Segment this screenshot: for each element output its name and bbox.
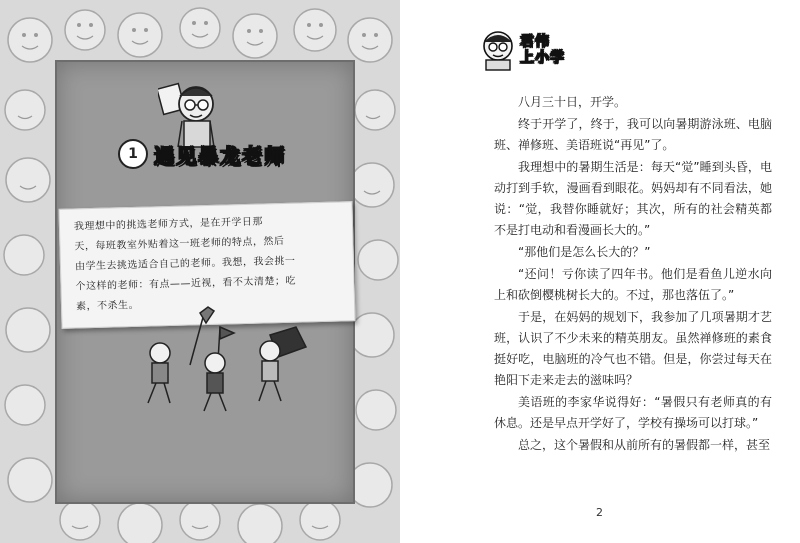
logo-text — [520, 34, 565, 66]
note-line: 由学生去挑选适合自己的老师。我想，我会挑一 — [74, 255, 296, 273]
paragraph: 八月三十日，开学。 — [518, 95, 627, 109]
boy-face-icon — [478, 28, 518, 72]
note-line: 个这样的老师：有点——近视，看不太清楚；吃 — [75, 275, 297, 293]
intro-note-text — [74, 211, 343, 318]
note-line: 天，每班教室外贴着这一班老师的特点，然后 — [74, 235, 285, 253]
paragraph: 我理想中的暑期生活是：每天“觉”睡到头昏，电动打到手软，漫画看到眼花。妈妈却有不同看法，她说：“觉，我替你睡就好；其次，所有的社会精英都不是打电动和看漫画长大的。” — [494, 160, 772, 237]
note-line: 素，不杀生。 — [75, 299, 140, 313]
chapter-heading — [118, 132, 286, 176]
page-number: 2 — [596, 506, 603, 519]
series-logo — [478, 28, 565, 72]
logo-line-2: 上小学 — [520, 50, 565, 66]
paragraph: 美语班的李家华说得好：“暑假只有老师真的有休息。还是早点开学好了，学校有操场可以打球。” — [494, 395, 772, 430]
marching-kids-illustration — [120, 305, 320, 415]
paragraph: 终于开学了，终于，我可以向暑期游泳班、电脑班、禅修班、美语班说“再见”了。 — [494, 117, 772, 152]
paragraph: “那他们是怎么长大的？” — [518, 245, 651, 259]
chapter-title: 遇见暴龙老师 — [154, 143, 286, 168]
paragraph: 总之，这个暑假和从前所有的暑假都一样，甚至 — [518, 438, 771, 452]
chapter-body-text — [494, 92, 772, 457]
chapter-number-badge: 1 — [118, 139, 148, 169]
paragraph: 于是，在妈妈的规划下，我参加了几项暑期才艺班，认识了不少未来的精英朋友。虽然禅修班的素食挺好吃，电脑班的冷气也不错。但是，你尝过每天在艳阳下走来走去的滋味吗？ — [494, 310, 772, 387]
logo-line-1: 君伟 — [520, 34, 550, 50]
right-page-text — [400, 0, 800, 543]
note-line: 我理想中的挑选老师方式，是在开学日那 — [73, 216, 264, 233]
paragraph: “还问！亏你读了四年书。他们是看鱼儿逆水向上和砍倒樱桃树长大的。不过，那也落伍了。” — [494, 267, 772, 302]
